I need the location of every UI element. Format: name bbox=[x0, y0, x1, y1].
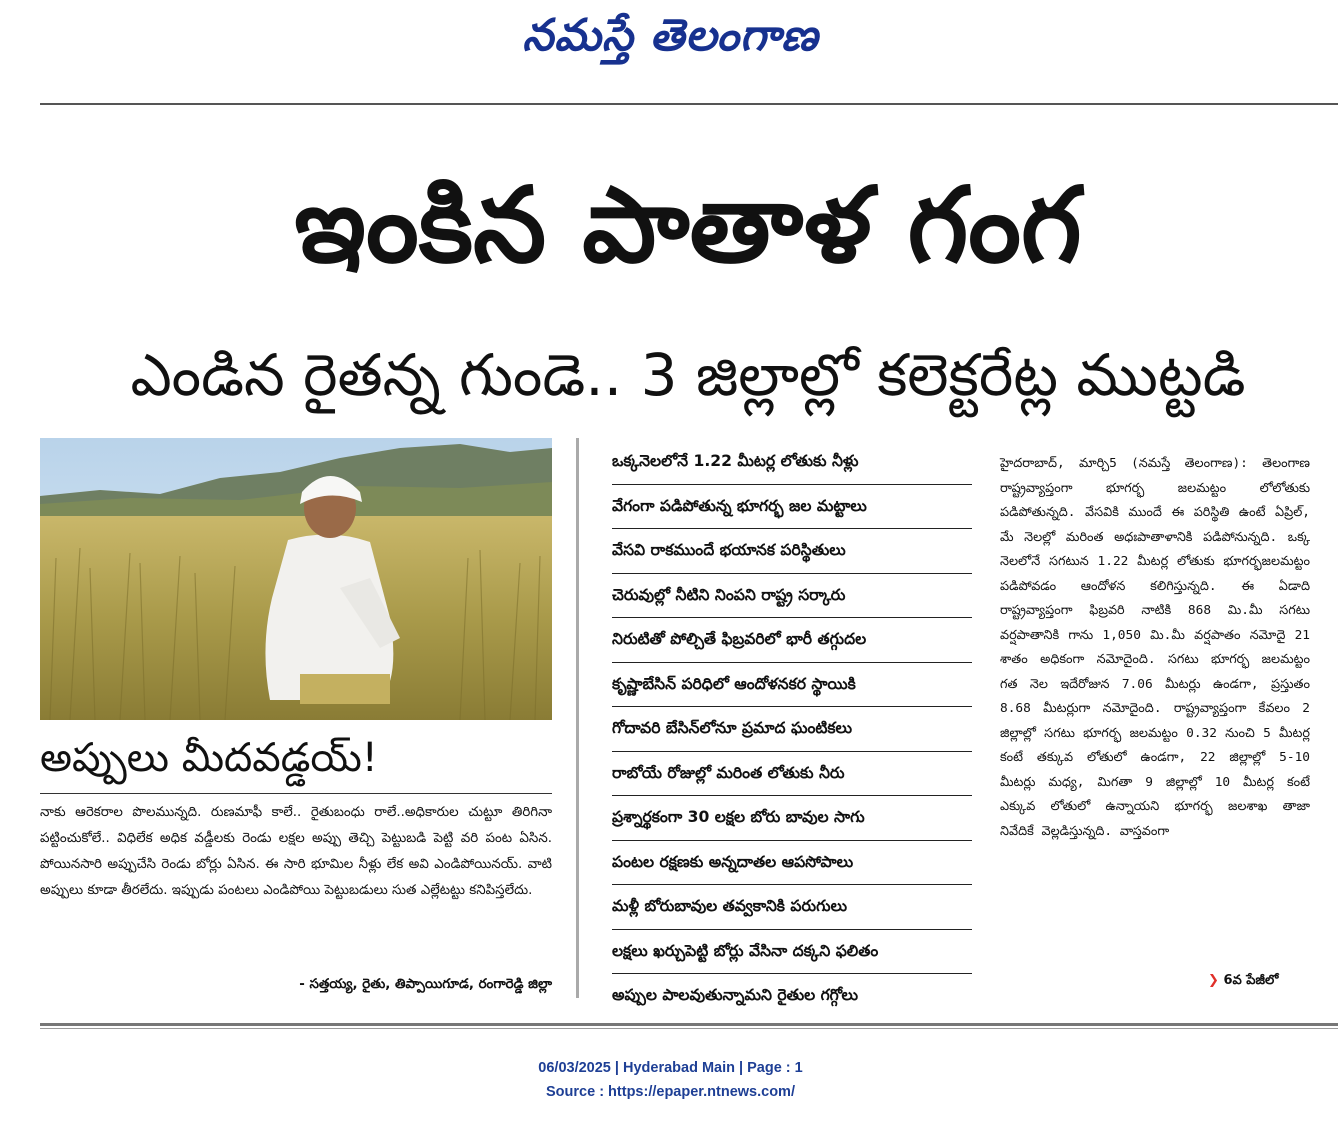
story-body: హైదరాబాద్, మార్చి5 (నమస్తే తెలంగాణ): తెలంగాణ రాష్ట్రవ్యాప్తంగా భూగర్భ జలమట్టం లోలోతుకు పడిపోతున్నది. వేసవికి ముందే ఈ పరిస్థితి ఉంటే ఏప్రిల్, మే నెలల్లో మరింత అధఃపాతాళానికి పడిపోనున్నది. ఒక్క నెలలోనే సగటున 1.22 మీటర్ల లోతుకు భూగర్భజలమట్టం పడిపోవడం ఆందోళన కలిగిస్తున్నది. ఈ ఏడాది రాష్ట్రవ్యాప్తంగా ఫిబ్రవరి నాటికి 868 మి.మీ సగటు వర్షపాతానికి గాను 1,050 మి.మీ వర్షపాతం నమోదై 21 శాతం అధికంగా నమోదైంది. సగటు భూగర్భ జలమట్టం గత నెల ఇదేరోజున 7.06 మీటర్లు ఉండగా, ప్రస్తుతం 8.68 మీటర్లుగా నమోదైంది. రాష్ట్రవ్యాప్తంగా కేవలం 2 జిల్లాల్లో సగటు భూగర్భ జలమట్టం 0.32 నుంచి 5 మీటర్ల కంటే తక్కువ లోతులో ఉండగా, 22 జిల్లాల్లో 5-10 మీటర్లు మధ్య, మిగతా 9 జిల్లాల్లో 10 మీటర్ల కంటే ఎక్కువ లోతులో ఉన్నాయని భూగర్భ జలశాఖ తాజా నివేదికే వెల్లడిస్తున్నది. వాస్తవంగా bbox=[1000, 456, 1310, 839]
highlight-item: పంటల రక్షణకు అన్నదాతల ఆపసోపాలు bbox=[612, 841, 972, 886]
source-link[interactable]: Source : https://epaper.ntnews.com/ bbox=[546, 1084, 795, 1100]
bottom-rule-thin bbox=[40, 1028, 1338, 1029]
continue-arrow-icon: ❯ bbox=[1208, 973, 1219, 988]
quote-title: అప్పులు మీదవడ్డయ్! bbox=[40, 735, 378, 781]
top-rule bbox=[40, 103, 1338, 105]
highlight-item: వేగంగా పడిపోతున్న భూగర్భ జల మట్టాలు bbox=[612, 485, 972, 530]
main-headline: ఇంకిన పాతాళ గంగ bbox=[294, 164, 1082, 286]
quote-body: నాకు ఆరెకరాల పొలమున్నది. రుణమాఫీ కాలే.. రైతుబంధు రాలే..అధికారుల చుట్టూ తిరిగినా పట్టించుకోలే.. విధిలేక అధిక వడ్డీలకు రెండు లక్షల అప్పు తెచ్చి పెట్టుబడి పెట్టి వరి పంట ఏసిన. పోయినసారి అప్పుచేసి రెండు బోర్లు ఏసిన. ఈ సారి భూమిల నీళ్లు లేక అవి ఎండిపోయినయ్. వాటి అప్పులు కూడా తీరలేదు. ఇప్పుడు పంటలు ఎండిపోయి పెట్టుబడులు సుత ఎల్లేటట్టు కనిపిస్తలేదు. bbox=[40, 805, 552, 898]
sub-headline: ఎండిన రైతన్న గుండె.. 3 జిల్లాల్లో కలెక్టరేట్ల ముట్టడి bbox=[130, 341, 1246, 409]
newspaper-logo: నమస్తే తెలంగాణ bbox=[522, 10, 819, 61]
highlight-item: గోదావరి బేసిన్‌లోనూ ప్రమాద ఘంటికలు bbox=[612, 707, 972, 752]
edition-info: 06/03/2025 | Hyderabad Main | Page : 1 bbox=[538, 1060, 803, 1076]
column-divider bbox=[576, 438, 579, 998]
highlight-item: ఒక్కనెలలోనే 1.22 మీటర్ల లోతుకు నీళ్లు bbox=[612, 440, 972, 485]
highlight-item: వేసవి రాకముందే భయానక పరిస్థితులు bbox=[612, 529, 972, 574]
highlights-list bbox=[612, 440, 972, 1018]
masthead bbox=[0, 10, 1341, 72]
highlight-item: చెరువుల్లో నీటిని నింపని రాష్ట్ర సర్కారు bbox=[612, 574, 972, 619]
highlight-item: కృష్ణాబేసిన్ పరిధిలో ఆందోళనకర స్థాయికి bbox=[612, 663, 972, 708]
highlight-item: నిరుటితో పోల్చితే ఫిబ్రవరిలో భారీ తగ్గుదల bbox=[612, 618, 972, 663]
bottom-rule bbox=[40, 1023, 1338, 1026]
quote-signature: - సత్తయ్య, రైతు, తిప్పాయిగూడ, రంగారెడ్డి జిల్లా bbox=[299, 977, 552, 992]
continued-label: 6వ పేజీలో bbox=[1223, 973, 1279, 988]
highlight-item: ప్రశ్నార్థకంగా 30 లక్షల బోరు బావుల సాగు bbox=[612, 796, 972, 841]
farmer-photo bbox=[40, 438, 552, 720]
continued-link[interactable] bbox=[1208, 973, 1278, 991]
highlight-item: లక్షలు ఖర్చుపెట్టి బోర్లు వేసినా దక్కని ఫలితం bbox=[612, 930, 972, 975]
quote-divider bbox=[40, 793, 552, 794]
highlight-item: మళ్లీ బోరుబావుల తవ్వకానికి పరుగులు bbox=[612, 885, 972, 930]
highlight-item: అప్పుల పాలవుతున్నామని రైతుల గగ్గోలు bbox=[612, 986, 858, 1004]
highlight-item: రాబోయే రోజుల్లో మరింత లోతుకు నీరు bbox=[612, 752, 972, 797]
